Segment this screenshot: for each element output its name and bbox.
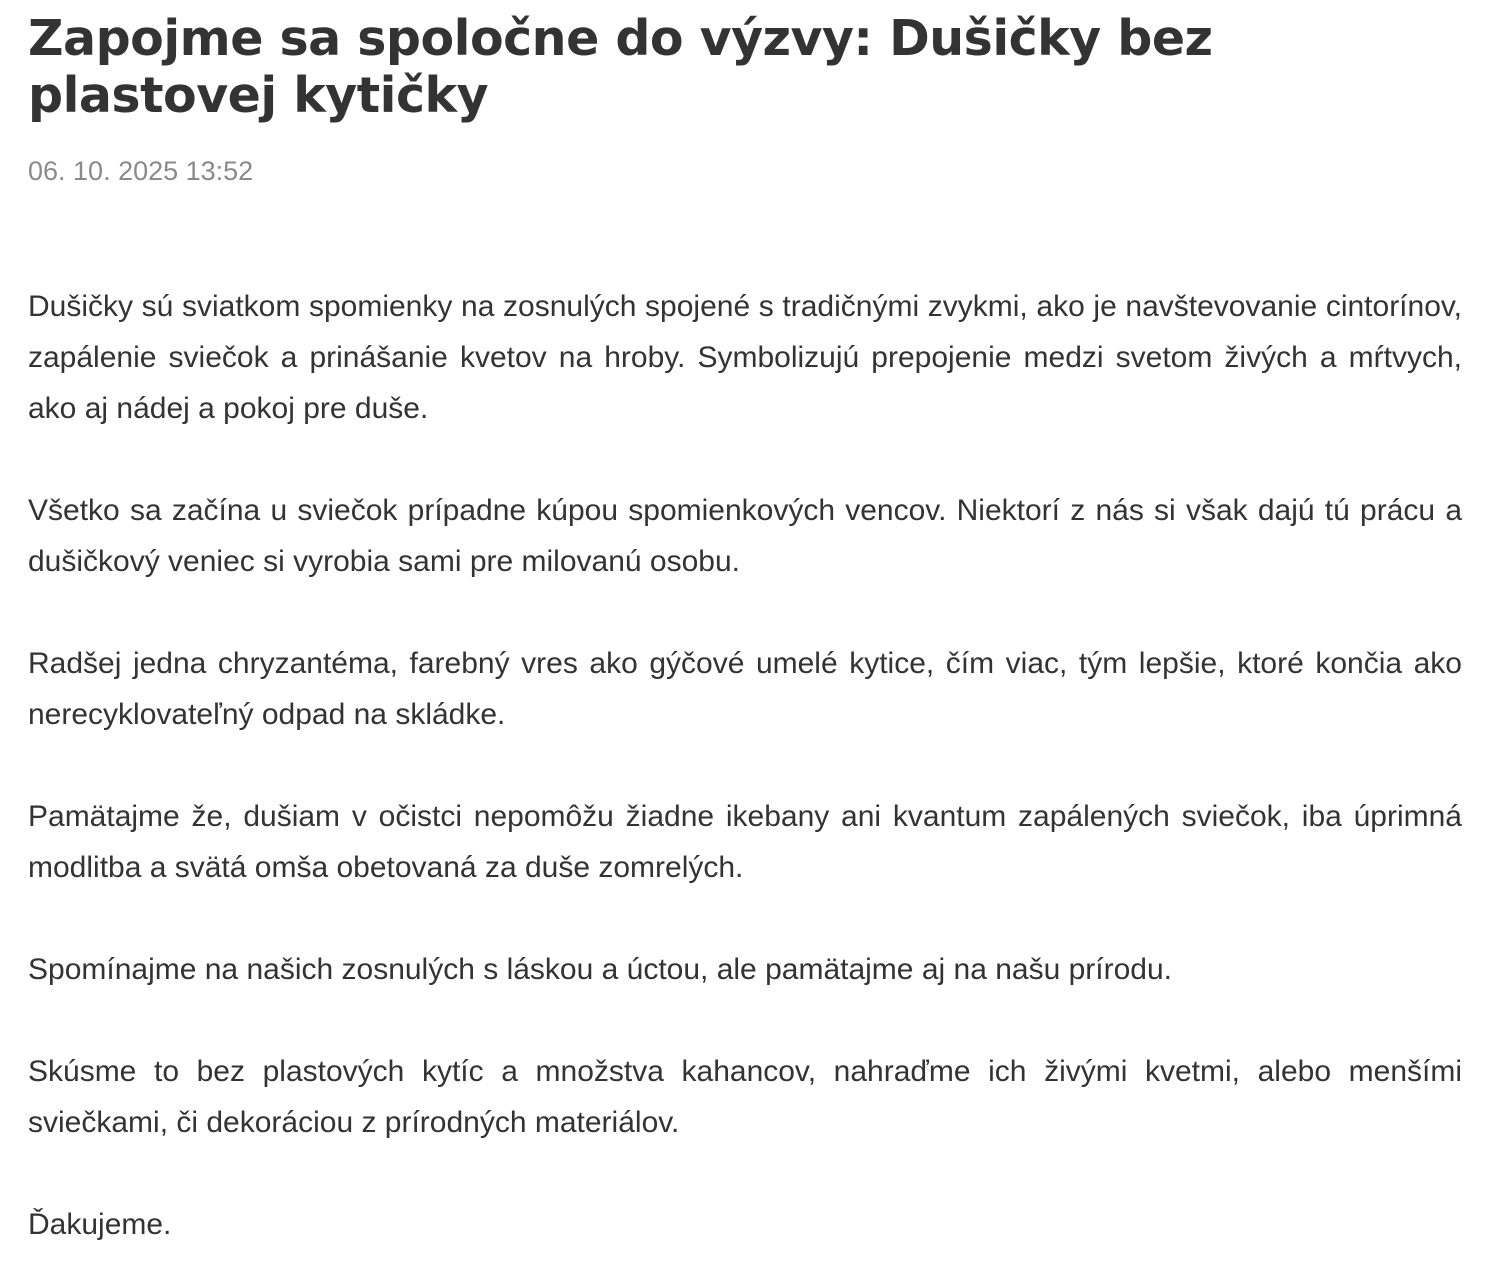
article-body xyxy=(28,281,1462,1250)
paragraph-3: Radšej jedna chryzantéma, farebný vres ako gýčové umelé kytice, čím viac, tým lepšie, ktoré končia ako nerecyklovateľný odpad na skládke. xyxy=(28,647,1462,731)
paragraph-6: Skúsme to bez plastových kytíc a množstva kahancov, nahraďme ich živými kvetmi, alebo menšími sviečkami, či dekoráciou z prírodných materiálov. xyxy=(28,1055,1462,1139)
paragraph-7: Ďakujeme. xyxy=(28,1208,172,1241)
paragraph-5: Spomínajme na našich zosnulých s láskou a úctou, ale pamätajme aj na našu prírodu. xyxy=(28,953,1172,986)
paragraph-4: Pamätajme že, dušiam v očistci nepomôžu žiadne ikebany ani kvantum zapálených sviečok, iba úprimná modlitba a svätá omša obetovaná za duše zomrelých. xyxy=(28,800,1462,884)
article xyxy=(28,0,1462,1250)
article-date: 06. 10. 2025 13:52 xyxy=(28,156,254,186)
paragraph-2: Všetko sa začína u sviečok prípadne kúpou spomienkových vencov. Niektorí z nás si však dajú tú prácu a dušičkový veniec si vyrobia sami pre milovanú osobu. xyxy=(28,494,1462,578)
article-title: Zapojme sa spoločne do výzvy: Dušičky bez plastovej kytičky xyxy=(28,10,1213,124)
paragraph-1: Dušičky sú sviatkom spomienky na zosnulých spojené s tradičnými zvykmi, ako je navštevovanie cintorínov, zapálenie sviečok a prinášanie kvetov na hroby. Symbolizujú prepojenie medzi svetom živých a mŕtvych, ako aj nádej a pokoj pre duše. xyxy=(28,290,1462,425)
